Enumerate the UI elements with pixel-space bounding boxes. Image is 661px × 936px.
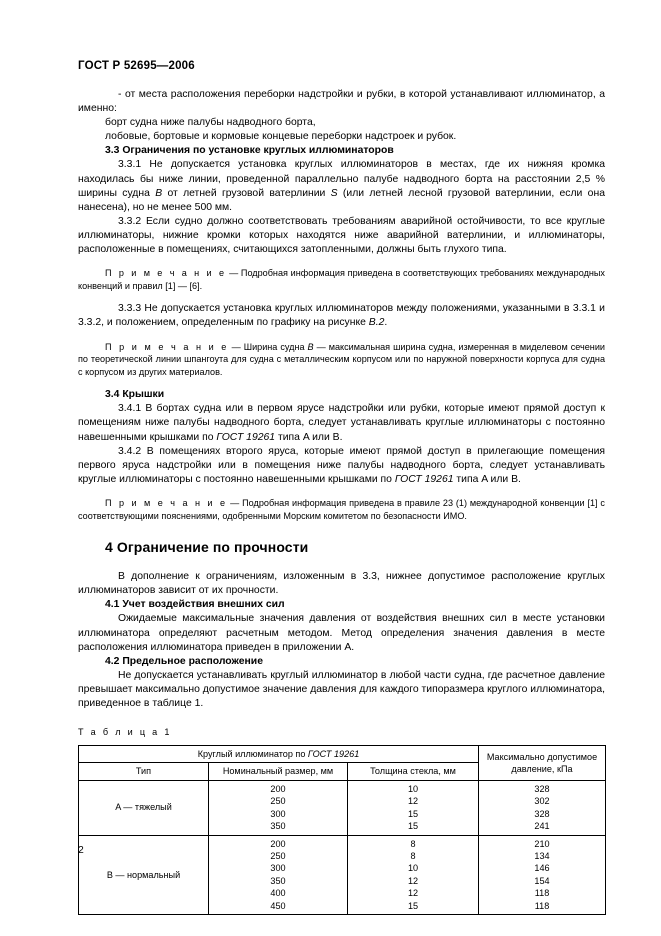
paragraph-intro-item-2: лобовые, бортовые и кормовые концевые переборки надстроек и рубок.: [105, 131, 457, 143]
paragraph-4-2: Не допускается устанавливать круглый иллюминатор в любой части судна, где расчетное давление превышает максимально допустимое значение давления для каждого типоразмера круглого иллюминатора, приведенное в таблице 1.: [78, 669, 605, 709]
stacked-value: 302: [534, 796, 550, 807]
note-label-1: П р и м е ч а н и е: [105, 268, 227, 279]
stacked-value: 8: [410, 850, 416, 861]
table-body: [79, 780, 606, 914]
table-group-header-porthole: [79, 746, 479, 763]
standard-header: ГОСТ Р 52695—2006: [78, 60, 195, 72]
stacked-value: 146: [534, 863, 550, 874]
paragraph-4-1: Ожидаемые максимальные значения давления от воздействия внешних сил в месте установки иллюминатора определяют расчетным методом. Метод определения значения давления в месте расположения иллюминатора приведен в приложении А.: [78, 613, 605, 653]
cell-glass-thickness-b: [348, 835, 479, 914]
standard-reference-gost-19261: ГОСТ 19261: [307, 749, 360, 760]
stacked-value: 10: [407, 863, 419, 874]
heading-4-2: 4.2 Предельное расположение: [105, 655, 263, 667]
table-header-nominal-size: Номинальный размер, мм: [209, 763, 348, 780]
paragraph-intro-dash: - от места расположения переборки надстройки и рубки, в которой устанавливают иллюминатор, а именно:: [78, 89, 605, 115]
table-header-max-pressure: Максимально допустимое давление, кПа: [479, 746, 606, 781]
stacked-value: 154: [534, 875, 550, 886]
figure-reference-b2: B.2: [368, 317, 385, 329]
stacked-value: 328: [534, 808, 550, 819]
spacer: [78, 331, 605, 341]
note-label-3: П р и м е ч а н и е: [105, 497, 228, 508]
stacked-value: 15: [407, 821, 419, 832]
note-2: [78, 341, 605, 379]
stacked-value: 200: [270, 783, 286, 794]
stacked-value: 12: [407, 888, 419, 899]
standard-reference-gost-19261: ГОСТ 19261: [216, 431, 276, 443]
cell-glass-thickness-a: [348, 780, 479, 835]
table-header-row-1: [79, 746, 606, 763]
stacked-value: 450: [270, 900, 286, 911]
stacked-value: 12: [407, 875, 419, 886]
heading-3-3: 3.3 Ограничения по установке круглых иллюминаторов: [105, 145, 394, 157]
stacked-value: 118: [534, 900, 550, 911]
stacked-value: 300: [270, 863, 286, 874]
spacer: [78, 711, 605, 727]
stacked-value: 200: [270, 838, 286, 849]
heading-3-4: 3.4 Крышки: [105, 389, 165, 401]
paragraph-3-3-3: [78, 302, 605, 330]
p-3-3-1-part-c: (или летней лесной грузовой ватерлинии, если она нанесена), но не менее 500 мм.: [78, 187, 605, 213]
group-header-text: Круглый иллюминатор по: [197, 749, 308, 760]
table-head: [79, 746, 606, 781]
paragraph-3-3-1: [78, 158, 605, 214]
cell-nominal-sizes-b: [209, 835, 348, 914]
page-number: 2: [78, 845, 84, 856]
table-row: [79, 780, 606, 835]
stacked-value: 118: [534, 888, 550, 899]
p-3-4-2-part-a: 3.4.2 В помещениях второго яруса, которые имеют прямой доступ в прилегающие помещения первого яруса надстройки или в помещения ниже палубы надводного борта, следует устанавливать круглые иллюминаторы с постоянно навешенными крышками по: [78, 445, 605, 485]
standard-reference-gost-19261: ГОСТ 19261: [394, 473, 454, 485]
stacked-value: 10: [407, 783, 419, 794]
stacked-value: 300: [270, 808, 286, 819]
document-body: [78, 88, 605, 915]
stacked-value: 134: [534, 850, 550, 861]
symbol-ship-breadth: B: [155, 187, 163, 199]
spacer: [78, 556, 605, 570]
p-3-4-2-part-b: типа A или B.: [453, 473, 521, 485]
table-caption: Т а б л и ц а 1: [78, 727, 172, 738]
p-3-3-1-part-a: 3.3.1 Не допускается установка круглых иллюминаторов в местах, где их нижняя кромка находилась бы ниже линии, проведенной параллельно палубе надводного борта на расстоянии 2,5 % ширины судна: [78, 159, 605, 199]
p-3-3-3-part-a: 3.3.3 Не допускается установка круглых иллюминаторов между положениями, указанными в 3.3.1 и 3.3.2, и положением, определенным по графику на рисунке: [78, 303, 605, 329]
pressure-limits-table: [78, 745, 606, 915]
table-header-glass-thickness: Толщина стекла, мм: [348, 763, 479, 780]
note-1-text: — Подробная информация приведена в соответствующих требованиях международных конвенций и правил [1] — [6].: [78, 268, 605, 291]
stacked-value: 250: [270, 850, 286, 861]
stacked-value: 8: [410, 838, 416, 849]
spacer: [78, 378, 605, 388]
note-3: [78, 497, 605, 522]
stacked-value: 15: [407, 808, 419, 819]
heading-section-4: 4 Ограничение по прочности: [105, 539, 309, 556]
cell-max-pressure-b: [479, 835, 606, 914]
stacked-value: 400: [270, 888, 286, 899]
stacked-value: 12: [407, 796, 419, 807]
note-label-2: П р и м е ч а н и е: [105, 341, 229, 352]
spacer: [78, 522, 605, 538]
spacer: [78, 257, 605, 267]
stacked-value: 250: [270, 796, 286, 807]
stacked-value: 15: [407, 900, 419, 911]
table-row: [79, 835, 606, 914]
stacked-value: 241: [534, 821, 550, 832]
paragraph-3-3-2: 3.3.2 Если судно должно соответствовать требованиям аварийной остойчивости, то все круглые иллюминаторы, нижние кромки которых находятся ниже аварийной ватерлинии, и иллюминаторы, расположенные в помещениях, считающихся затопленными, должны быть глухого типа.: [78, 215, 605, 256]
p-3-4-1-part-a: 3.4.1 В бортах судна или в первом ярусе надстройки или рубки, которые имеют прямой доступ к помещениям ниже палубы надводного борта, следует устанавливать круглые иллюминаторы с постоянно навешенными крышками по: [78, 403, 605, 443]
table-header-type: Тип: [79, 763, 209, 780]
paragraph-3-4-1: [78, 402, 605, 444]
paragraph-4-intro: В дополнение к ограничениям, изложенным в 3.3, нижнее допустимое расположение круглых иллюминаторов зависит от их прочности.: [78, 571, 605, 597]
note-3-text: — Подробная информация приведена в правиле 23 (1) международной конвенции [1] с соответствующими пояснениями, одобренными Морским комитетом по безопасности ИМО.: [78, 497, 605, 521]
cell-nominal-sizes-a: [209, 780, 348, 835]
spacer: [78, 487, 605, 497]
p-3-4-1-part-b: типа A или B.: [275, 431, 343, 443]
stacked-value: 350: [270, 875, 286, 886]
note-1: [78, 267, 605, 292]
cell-type-b: B — нормальный: [79, 835, 209, 914]
symbol-summer-waterline: S: [330, 187, 338, 199]
p-3-3-3-part-b: .: [384, 317, 388, 329]
stacked-value: 350: [270, 821, 286, 832]
note-2-part-a: — Ширина судна: [228, 341, 308, 352]
spacer: [78, 292, 605, 302]
stacked-value: 210: [534, 838, 550, 849]
note-2-part-b: — максимальная ширина судна, измеренная в миделевом сечении по теоретической линии шпангоута для судна с металлическим корпусом или по наружной поверхности корпуса для судна с корпусом из других материалов.: [78, 341, 605, 377]
cell-max-pressure-a: [479, 780, 606, 835]
symbol-ship-breadth: B: [307, 341, 314, 352]
paragraph-3-4-2: [78, 445, 605, 487]
stacked-value: 328: [534, 783, 550, 794]
heading-4-1: 4.1 Учет воздействия внешних сил: [105, 599, 285, 611]
p-3-3-1-part-b: от летней грузовой ватерлинии: [162, 187, 331, 199]
paragraph-intro-item-1: борт судна ниже палубы надводного борта,: [105, 117, 316, 129]
cell-type-a: A — тяжелый: [79, 780, 209, 835]
